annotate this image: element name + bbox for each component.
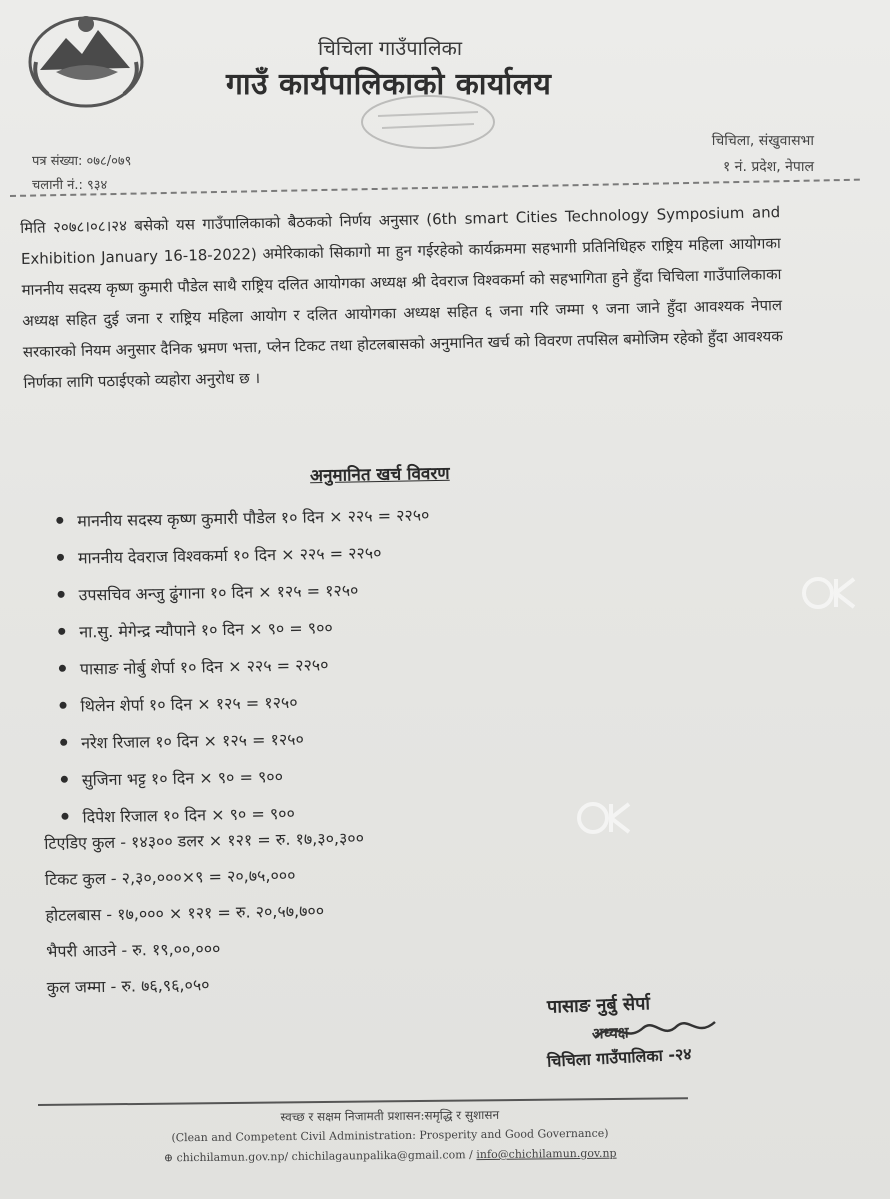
signatory-name: पासाङ नुर्बु सेर्पा [546,993,651,1018]
list-item-text: दिपेश रिजाल १० दिन × ९० = ९०० [82,803,295,826]
list-item-text: ना.सु. मेगेन्द्र न्यौपाने १० दिन × ९० = ९०० [79,617,333,642]
reference-block [32,150,131,198]
footer [60,1103,721,1170]
watermark-icon [800,575,860,611]
bullet-icon [58,591,65,598]
list-item-text: नरेश रिजाल १० दिन × १२५ = १२५० [81,729,305,752]
dispatch-number: चलानी नं.: ९३४ [32,178,108,193]
address-line-2: १ नं. प्रदेश, नेपाल [722,159,814,175]
total-contingency: भैपरी आउने - रु. १९,००,००० [46,938,221,961]
address-block [644,128,814,180]
watermark-icon [575,800,635,836]
letter-number: पत्र संख्या: ०७८/०७९ [32,154,132,169]
office-name: गाउँ कार्यपालिकाको कार्यालय [226,67,552,102]
bullet-icon [57,554,64,561]
signatory-office: चिचिला गाउँपालिका -२४ [546,1044,693,1071]
letter-body-paragraph: मिति २०७८।०८।२४ बसेको यस गाउँपालिकाको बैठकको निर्णय अनुसार (6th smart Cities Technology Symposium and Exhibition January 16-18-2022) अमेरिकाको सिकागो मा हुन गईरहेको कार्यक्रममा सहभागी प्रतिनिधिहरु राष्ट्रिय महिला आयोगका माननीय सदस्य कृष्ण कुमारी पौडेल साथै राष्ट्रिय दलित आयोगका अध्यक्ष श्री देवराज विश्वकर्मा को सहभागिता हुने हुँदा चिचिला गाउँपालिकाका अध्यक्ष सहित दुई जना र राष्ट्रिय महिला आयोग र दलित आयोगका अध्यक्ष सहित ६ जना गरि जम्मा ९ जना जाने हुँदा आवश्यक नेपाल सरकारको नियम अनुसार दैनिक भ्रमण भत्ता, प्लेन टिकट तथा होटलबासको अनुमानित खर्च को विवरण तपसिल बमोजिम रहेको हुँदा आवश्यक निर्णका लागि पठाईएको व्यहोरा अनुरोध छ । [20,203,783,392]
total-ticket: टिकट कुल - २,३०,०००×९ = २०,७५,००० [44,865,296,889]
list-item-text: पासाङ नोर्बु शेर्पा १० दिन × २२५ = २२५० [79,654,329,679]
bullet-icon [58,628,65,635]
grand-total: कुल जम्मा - रु. ७६,९६,०५० [46,975,210,997]
section-title: अनुमानित खर्च विवरण [309,463,450,487]
list-item-text: उपसचिव अन्जु ढुंगाना १० दिन × १२५ = १२५० [78,580,359,605]
footer-contact-text: chichilamun.gov.np/ chichilagaunpalika@gmail.com / [176,1148,477,1165]
bullet-icon [59,665,66,672]
header-divider [10,179,860,197]
bullet-icon [60,739,67,746]
municipality-emblem-icon [26,10,146,110]
list-item-text: माननीय देवराज विश्वकर्मा १० दिन × २२५ = २२५० [77,542,382,568]
footer-motto-english: (Clean and Competent Civil Administration: Prosperity and Good Governance) [171,1126,609,1145]
totals-list [44,816,567,1005]
expense-item-list [50,493,576,835]
municipality-name: चिचिला गाउँपालिका [318,36,463,60]
bullet-icon [59,702,66,709]
bullet-icon [61,813,68,820]
list-item-text: थिलेन शेर्पा १० दिन × १२५ = १२५० [80,692,298,715]
email-link[interactable]: info@chichilamun.gov.np [476,1146,617,1162]
bullet-icon [61,776,68,783]
total-hotel: होटलबास - १७,००० × १२१ = रु. २०,५७,७०० [45,901,325,925]
list-item-text: सुजिना भट्ट १० दिन × ९० = ९०० [81,766,284,789]
signatory-title: अध्यक्ष [591,1023,629,1043]
total-tada: टिएडिए कुल - १४३०० डलर × १२१ = रु. १७,३०,३०० [44,828,365,853]
footer-motto-nepali: स्वच्छ र सक्षम निजामती प्रशासन:समृद्धि र सुशासन [280,1107,500,1125]
globe-icon: ⊕ [163,1151,174,1165]
bullet-icon [56,517,63,524]
office-stamp-icon [358,92,498,152]
address-line-1: चिचिला, संखुवासभा [711,133,814,149]
list-item-text: माननीय सदस्य कृष्ण कुमारी पौडेल १० दिन × २२५ = २२५० [77,504,430,531]
